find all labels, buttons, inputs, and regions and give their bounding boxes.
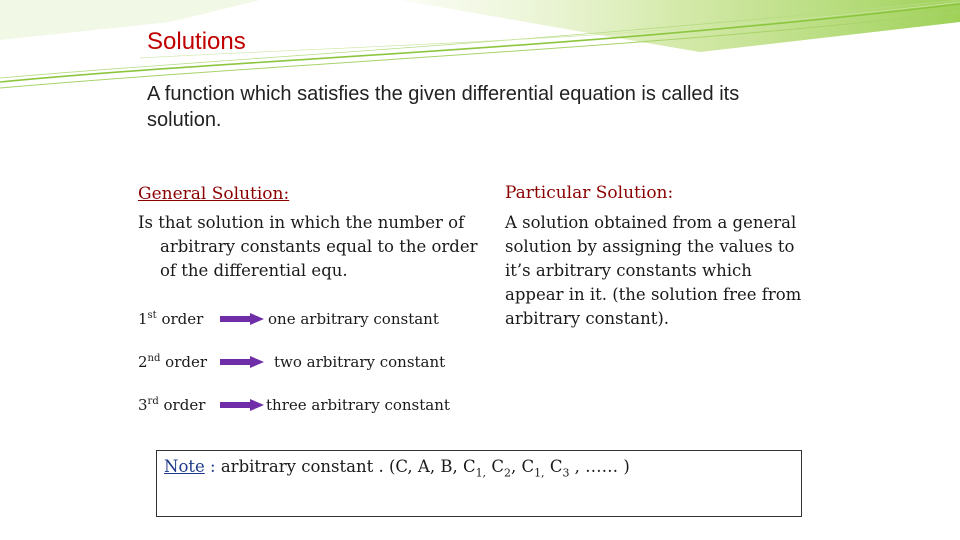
note-colon: : xyxy=(210,457,216,476)
particular-solution-colon: : xyxy=(667,183,674,203)
order-number: 2 xyxy=(138,353,148,371)
intro-text: A function which satisfies the given differential equation is called its solution. xyxy=(147,83,740,131)
note-c2: C xyxy=(491,457,504,476)
general-solution-colon: : xyxy=(283,184,290,204)
order-number: 3 xyxy=(138,396,148,414)
particular-solution-heading xyxy=(505,181,673,205)
note-sub-3: 1, xyxy=(534,466,545,480)
note-c1: C xyxy=(462,457,476,476)
right-arrow-icon xyxy=(220,399,264,411)
general-solution-label: General Solution xyxy=(138,184,284,204)
order-word: order xyxy=(163,396,206,414)
particular-solution-description: A solution obtained from a general solution by assigning the values to it’s arbitrary constants which appear in it. (the solution free from arbitrary constant). xyxy=(505,213,802,328)
note-sub-2: 2 xyxy=(503,466,511,480)
order-number: 1 xyxy=(138,310,148,328)
order-suffix: nd xyxy=(147,353,161,364)
order-word: order xyxy=(161,310,204,328)
note-sub-4: 3 xyxy=(562,466,570,480)
particular-solution-label: Particular Solution xyxy=(505,183,668,203)
order-label xyxy=(138,392,205,418)
order-value: one arbitrary constant xyxy=(268,310,439,328)
general-solution-heading xyxy=(138,182,289,206)
note-sub-1: 1, xyxy=(475,466,487,480)
note-box: Note : arbitrary constant . (C, A, B, $C_{1,}$ $C_2$, $C_{1,}$ $C_3$ , …… ) xyxy=(156,450,802,517)
note-c3: C xyxy=(521,457,535,476)
order-value: three arbitrary constant xyxy=(266,396,450,414)
slide-title: Solutions xyxy=(147,28,246,55)
order-row-first xyxy=(138,306,498,332)
order-word: order xyxy=(165,353,208,371)
note-label: Note xyxy=(164,457,205,476)
order-suffix: st xyxy=(147,310,157,321)
order-label xyxy=(138,306,203,332)
order-row-second xyxy=(138,349,498,375)
right-arrow-icon xyxy=(220,313,264,325)
right-arrow-icon xyxy=(220,356,264,368)
order-value: two arbitrary constant xyxy=(274,353,446,371)
order-label xyxy=(138,349,207,375)
note-c4: C xyxy=(549,457,563,476)
general-solution-description: Is that solution in which the number of arbitrary constants equal to the order of the differential equ. xyxy=(138,213,478,280)
order-suffix: rd xyxy=(147,396,159,407)
order-row-third xyxy=(138,392,498,418)
note-ending: , …… ) xyxy=(569,457,630,476)
note-text: arbitrary constant . (C, A, B, xyxy=(220,457,463,476)
